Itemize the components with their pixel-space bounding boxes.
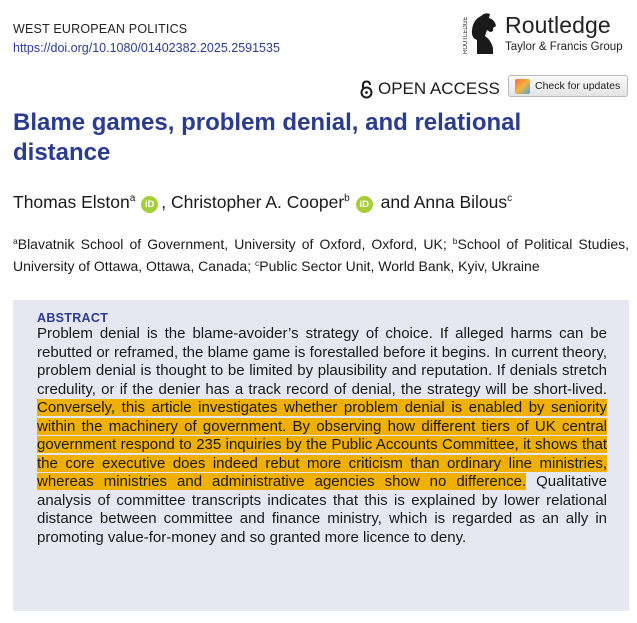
publisher-subbrand: Taylor & Francis Group	[505, 41, 623, 53]
orcid-icon[interactable]: iD	[141, 196, 158, 213]
affiliation-marker: c	[507, 193, 513, 204]
abstract-body	[37, 325, 607, 547]
open-lock-icon	[360, 80, 373, 99]
affiliation-text: Blavatnik School of Government, University of Oxford, Oxford, UK;	[17, 236, 453, 252]
routledge-knight-icon	[463, 10, 503, 56]
author-name: Thomas Elston	[13, 192, 130, 212]
doi-link[interactable]: https://doi.org/10.1080/01402382.2025.2591535	[13, 41, 280, 55]
author-list: Thomas Elston$^a$iD , Christopher A. Cooper$^b$iD and Anna Bilous$^c$	[13, 192, 513, 212]
open-access-badge	[360, 78, 500, 100]
publisher-logo	[463, 8, 633, 58]
check-updates-button[interactable]	[508, 75, 628, 97]
abstract-highlight[interactable]: Conversely, this article investigates whether problem denial is enabled by seniority within the machinery of government. By observing how different tiers of UK central government respond to 235 inquiries by the Public Accounts Committee, it shows that the core executive does indeed rebut more criticism than ordinary line ministries, whereas ministries and administrative agencies show no difference.	[37, 399, 607, 490]
orcid-icon[interactable]: iD	[356, 196, 373, 213]
affiliation-marker: b	[452, 236, 458, 246]
author-name: Christopher A. Cooper	[171, 192, 345, 212]
abstract-heading: ABSTRACT	[37, 311, 109, 325]
author-name: Anna Bilous	[413, 192, 508, 212]
affiliation-marker: c	[255, 258, 260, 268]
journal-name: WEST EUROPEAN POLITICS	[13, 22, 188, 36]
abstract-text: Problem denial is the blame-avoider’s strategy of choice. If alleged harms can be rebutted or reframed, the blame game is forestalled before it begins. In current theory, problem denial is thought to be limited by plausibility and reputation. If denials stretch credulity, or if the denier has a track record of denial, the strategy will be short-lived.	[37, 325, 607, 398]
open-access-label: OPEN ACCESS	[378, 79, 500, 98]
crossmark-icon	[515, 79, 530, 94]
affiliations	[13, 232, 629, 276]
affiliation-text: Public Sector Unit, World Bank, Kyiv, Ukraine	[259, 258, 540, 274]
publisher-wordmark: Routledge	[505, 12, 611, 38]
affiliation-marker: b	[344, 193, 350, 204]
publisher-spine-text: ROUTLEDGE	[463, 16, 469, 54]
affiliation-marker: a	[13, 236, 18, 246]
article-title: Blame games, problem denial, and relational distance	[13, 109, 522, 166]
check-updates-label: Check for updates	[535, 80, 621, 92]
abstract-box	[13, 300, 629, 611]
affiliation-text: School of Political Studies, University of Ottawa, Ottawa, Canada;	[13, 236, 629, 274]
affiliation-marker: a	[129, 193, 136, 204]
abstract-text: Qualitative analysis of committee transcripts indicates that this is explained by lower relational distance between committee and finance ministry, which is regarded as an ally in promoting value-for-money and so granted more licence to deny.	[37, 473, 607, 546]
author-joiner: and	[380, 192, 410, 212]
